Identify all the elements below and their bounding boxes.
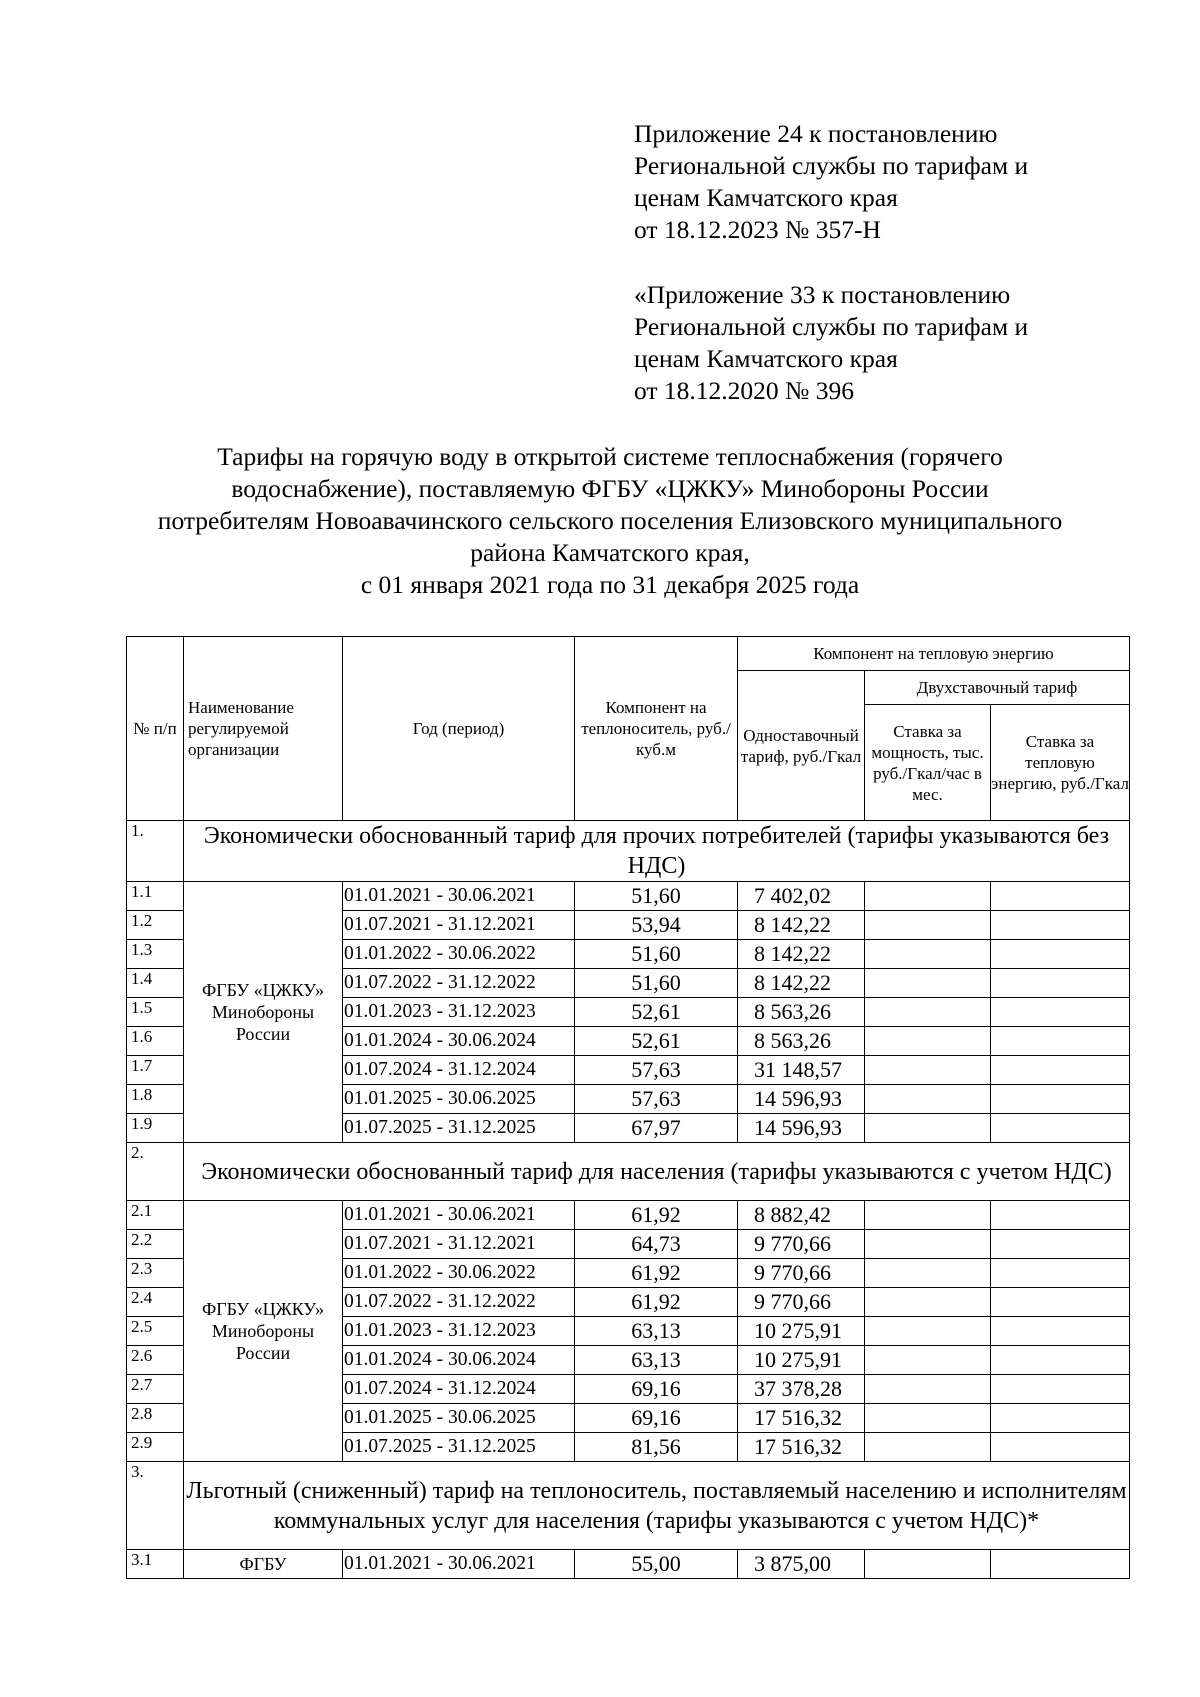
row-number: 1.6 [127, 1027, 184, 1056]
row-number: 3.1 [127, 1550, 184, 1579]
energy-rate-cell [991, 1404, 1130, 1433]
header-carrier: Компонент на теплоноситель, руб./куб.м [575, 637, 738, 821]
energy-rate-cell [991, 1550, 1130, 1579]
capacity-rate-cell [865, 1259, 991, 1288]
header-org: Наименование регулируемой организации [184, 637, 343, 821]
single-rate-cell: 37 378,28 [738, 1375, 865, 1404]
period-cell: 01.01.2024 - 30.06.2024 [343, 1346, 575, 1375]
energy-rate-cell [991, 1317, 1130, 1346]
capacity-rate-cell [865, 1433, 991, 1462]
capacity-rate-cell [865, 940, 991, 969]
single-rate-cell: 10 275,91 [738, 1317, 865, 1346]
capacity-rate-cell [865, 1201, 991, 1230]
period-cell: 01.07.2025 - 31.12.2025 [343, 1114, 575, 1143]
period-cell: 01.01.2021 - 30.06.2021 [343, 1550, 575, 1579]
carrier-tariff-cell: 61,92 [575, 1259, 738, 1288]
header-energy-rate: Ставка за тепловую энергию, руб./Гкал [991, 705, 1130, 821]
capacity-rate-cell [865, 1056, 991, 1085]
appendix-line: ценам Камчатского края [634, 183, 898, 212]
organization-name: ФГБУ «ЦЖКУ» Минобороны России [184, 1201, 343, 1462]
appendix-line: Приложение 24 к постановлению [634, 119, 998, 148]
section-title: Экономически обоснованный тариф для прочих потребителей (тарифы указываются без НДС) [184, 821, 1130, 882]
carrier-tariff-cell: 63,13 [575, 1317, 738, 1346]
period-cell: 01.07.2021 - 31.12.2021 [343, 1230, 575, 1259]
row-number: 1.2 [127, 911, 184, 940]
single-rate-cell: 3 875,00 [738, 1550, 865, 1579]
single-rate-cell: 14 596,93 [738, 1085, 865, 1114]
single-rate-cell: 7 402,02 [738, 882, 865, 911]
energy-rate-cell [991, 998, 1130, 1027]
single-rate-cell: 8 563,26 [738, 998, 865, 1027]
energy-rate-cell [991, 1230, 1130, 1259]
energy-rate-cell [991, 1027, 1130, 1056]
carrier-tariff-cell: 63,13 [575, 1346, 738, 1375]
row-number: 2.4 [127, 1288, 184, 1317]
capacity-rate-cell [865, 1114, 991, 1143]
capacity-rate-cell [865, 911, 991, 940]
energy-rate-cell [991, 1056, 1130, 1085]
section-title: Экономически обоснованный тариф для населения (тарифы указываются с учетом НДС) [184, 1143, 1130, 1201]
energy-rate-cell [991, 1085, 1130, 1114]
capacity-rate-cell [865, 1027, 991, 1056]
period-cell: 01.01.2023 - 31.12.2023 [343, 1317, 575, 1346]
single-rate-cell: 8 882,42 [738, 1201, 865, 1230]
carrier-tariff-cell: 64,73 [575, 1230, 738, 1259]
carrier-tariff-cell: 53,94 [575, 911, 738, 940]
capacity-rate-cell [865, 1085, 991, 1114]
single-rate-cell: 17 516,32 [738, 1404, 865, 1433]
single-rate-cell: 9 770,66 [738, 1259, 865, 1288]
capacity-rate-cell [865, 1404, 991, 1433]
row-number: 2.9 [127, 1433, 184, 1462]
energy-rate-cell [991, 940, 1130, 969]
row-number: 2.5 [127, 1317, 184, 1346]
row-number: 1.1 [127, 882, 184, 911]
header-energy-group: Компонент на тепловую энергию [738, 637, 1130, 671]
tariff-table [126, 636, 1130, 1579]
period-cell: 01.01.2025 - 30.06.2025 [343, 1085, 575, 1114]
section-number: 3. [127, 1462, 184, 1550]
carrier-tariff-cell: 51,60 [575, 969, 738, 998]
row-number: 1.4 [127, 969, 184, 998]
title-line: потребителям Новоавачинского сельского поселения Елизовского муниципального [157, 506, 1063, 535]
header-num: № п/п [127, 637, 184, 821]
title-line: района Камчатского края, [470, 538, 750, 567]
energy-rate-cell [991, 1375, 1130, 1404]
table-row [127, 1550, 1130, 1579]
row-number: 2.7 [127, 1375, 184, 1404]
header-period: Год (период) [343, 637, 575, 821]
capacity-rate-cell [865, 1375, 991, 1404]
period-cell: 01.07.2021 - 31.12.2021 [343, 911, 575, 940]
section-title: Льготный (сниженный) тариф на теплоноситель, поставляемый населению и исполнителям коммунальных услуг для населения (тарифы указываются с учетом НДС)* [184, 1462, 1130, 1550]
capacity-rate-cell [865, 1346, 991, 1375]
header-two-rate-group: Двухставочный тариф [865, 671, 1130, 705]
carrier-tariff-cell: 61,92 [575, 1201, 738, 1230]
document-title [60, 441, 1160, 601]
row-number: 2.8 [127, 1404, 184, 1433]
single-rate-cell: 9 770,66 [738, 1288, 865, 1317]
capacity-rate-cell [865, 1317, 991, 1346]
period-cell: 01.01.2022 - 30.06.2022 [343, 940, 575, 969]
header-capacity-rate: Ставка за мощность, тыс. руб./Гкал/час в мес. [865, 705, 991, 821]
carrier-tariff-cell: 51,60 [575, 882, 738, 911]
appendix-line: Региональной службы по тарифам и [634, 312, 1029, 341]
appendix-line: «Приложение 33 к постановлению [634, 280, 1011, 309]
energy-rate-cell [991, 969, 1130, 998]
organization-name: ФГБУ «ЦЖКУ» Минобороны России [184, 882, 343, 1143]
period-cell: 01.07.2022 - 31.12.2022 [343, 1288, 575, 1317]
single-rate-cell: 8 142,22 [738, 940, 865, 969]
carrier-tariff-cell: 57,63 [575, 1085, 738, 1114]
period-cell: 01.01.2023 - 31.12.2023 [343, 998, 575, 1027]
period-cell: 01.01.2022 - 30.06.2022 [343, 1259, 575, 1288]
row-number: 1.7 [127, 1056, 184, 1085]
row-number: 2.1 [127, 1201, 184, 1230]
capacity-rate-cell [865, 998, 991, 1027]
section-header-row [127, 821, 1130, 882]
section-number: 2. [127, 1143, 184, 1201]
period-cell: 01.01.2021 - 30.06.2021 [343, 1201, 575, 1230]
title-line: с 01 января 2021 года по 31 декабря 2025 года [360, 570, 860, 599]
period-cell: 01.01.2025 - 30.06.2025 [343, 1404, 575, 1433]
single-rate-cell: 10 275,91 [738, 1346, 865, 1375]
carrier-tariff-cell: 69,16 [575, 1375, 738, 1404]
appendix-reference-original [634, 279, 1028, 407]
row-number: 2.6 [127, 1346, 184, 1375]
capacity-rate-cell [865, 1288, 991, 1317]
title-line: Тарифы на горячую воду в открытой системе теплоснабжения (горячего [217, 442, 1003, 471]
period-cell: 01.01.2024 - 30.06.2024 [343, 1027, 575, 1056]
title-line: водоснабжение), поставляемую ФГБУ «ЦЖКУ» Минобороны России [231, 474, 989, 503]
single-rate-cell: 8 142,22 [738, 911, 865, 940]
capacity-rate-cell [865, 882, 991, 911]
row-number: 1.5 [127, 998, 184, 1027]
single-rate-cell: 8 563,26 [738, 1027, 865, 1056]
row-number: 1.8 [127, 1085, 184, 1114]
energy-rate-cell [991, 1346, 1130, 1375]
table-row [127, 1201, 1130, 1230]
energy-rate-cell [991, 1433, 1130, 1462]
energy-rate-cell [991, 882, 1130, 911]
energy-rate-cell [991, 1114, 1130, 1143]
appendix-line: от 18.12.2023 № 357-Н [634, 215, 881, 244]
appendix-reference-current [634, 118, 1028, 246]
row-number: 2.2 [127, 1230, 184, 1259]
appendix-line: ценам Камчатского края [634, 344, 898, 373]
carrier-tariff-cell: 52,61 [575, 1027, 738, 1056]
carrier-tariff-cell: 61,92 [575, 1288, 738, 1317]
period-cell: 01.07.2024 - 31.12.2024 [343, 1056, 575, 1085]
single-rate-cell: 17 516,32 [738, 1433, 865, 1462]
capacity-rate-cell [865, 969, 991, 998]
period-cell: 01.07.2025 - 31.12.2025 [343, 1433, 575, 1462]
period-cell: 01.01.2021 - 30.06.2021 [343, 882, 575, 911]
single-rate-cell: 8 142,22 [738, 969, 865, 998]
carrier-tariff-cell: 51,60 [575, 940, 738, 969]
capacity-rate-cell [865, 1230, 991, 1259]
organization-name: ФГБУ [184, 1550, 343, 1579]
appendix-line: от 18.12.2020 № 396 [634, 376, 855, 405]
section-header-row [127, 1143, 1130, 1201]
energy-rate-cell [991, 1259, 1130, 1288]
row-number: 2.3 [127, 1259, 184, 1288]
carrier-tariff-cell: 52,61 [575, 998, 738, 1027]
section-header-row [127, 1462, 1130, 1550]
single-rate-cell: 31 148,57 [738, 1056, 865, 1085]
energy-rate-cell [991, 1201, 1130, 1230]
table-row [127, 882, 1130, 911]
appendix-line: Региональной службы по тарифам и [634, 151, 1029, 180]
section-number: 1. [127, 821, 184, 882]
carrier-tariff-cell: 55,00 [575, 1550, 738, 1579]
carrier-tariff-cell: 81,56 [575, 1433, 738, 1462]
row-number: 1.3 [127, 940, 184, 969]
period-cell: 01.07.2022 - 31.12.2022 [343, 969, 575, 998]
row-number: 1.9 [127, 1114, 184, 1143]
carrier-tariff-cell: 69,16 [575, 1404, 738, 1433]
carrier-tariff-cell: 67,97 [575, 1114, 738, 1143]
period-cell: 01.07.2024 - 31.12.2024 [343, 1375, 575, 1404]
header-single-rate: Одноставочный тариф, руб./Гкал [738, 671, 865, 821]
capacity-rate-cell [865, 1550, 991, 1579]
energy-rate-cell [991, 1288, 1130, 1317]
energy-rate-cell [991, 911, 1130, 940]
carrier-tariff-cell: 57,63 [575, 1056, 738, 1085]
single-rate-cell: 14 596,93 [738, 1114, 865, 1143]
single-rate-cell: 9 770,66 [738, 1230, 865, 1259]
